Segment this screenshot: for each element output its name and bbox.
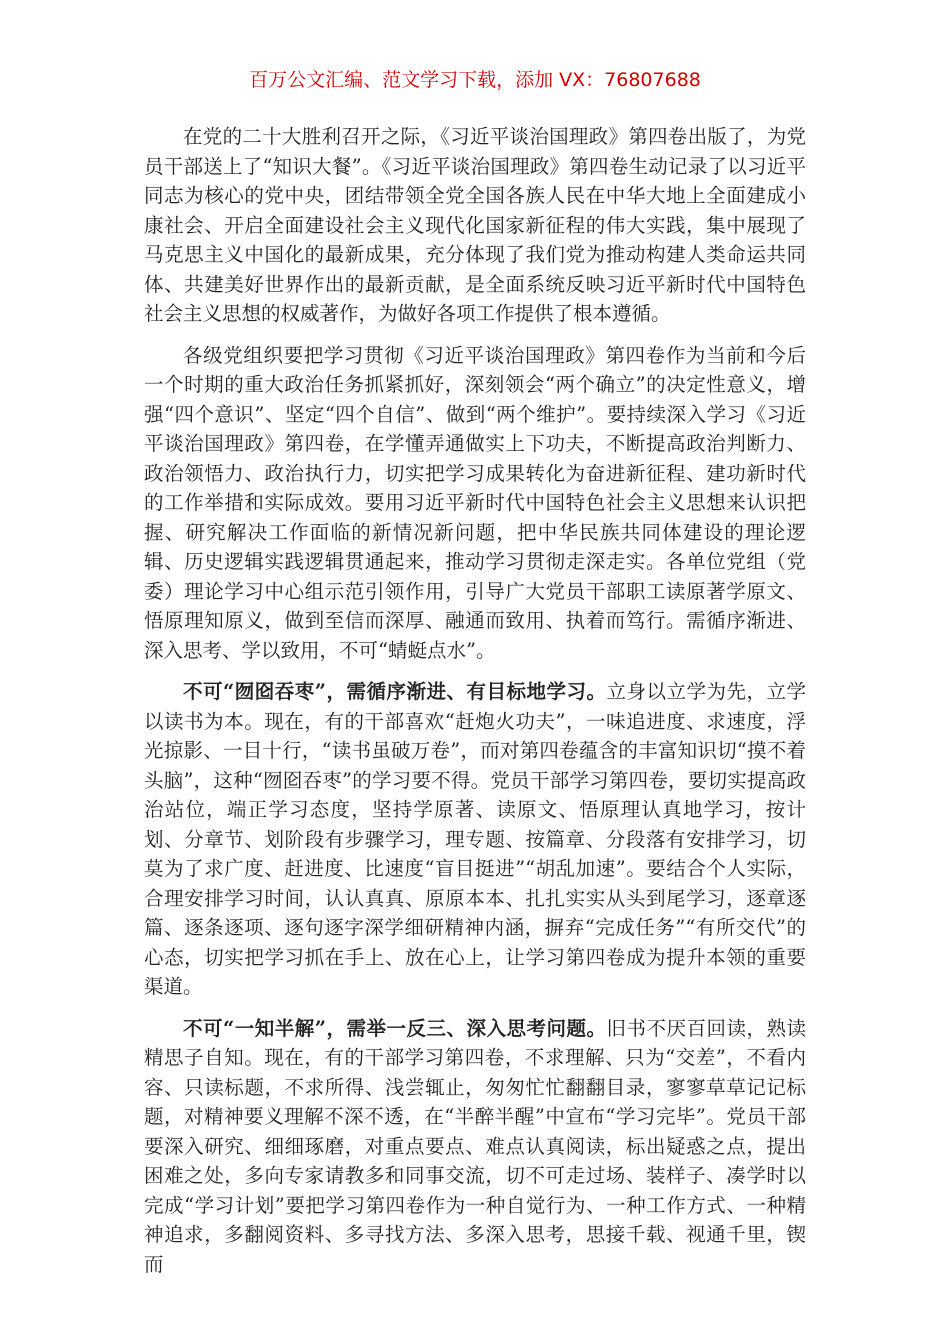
paragraph-4 [144,1014,806,1280]
paragraph-4-lead: 不可“一知半解”，需举一反三、深入思考问题。 [183,1016,607,1040]
paragraph-1 [144,122,806,329]
paragraph-3-lead: 不可“囫囵吞枣”，需循序渐进、有目标地学习。 [183,680,607,703]
paragraph-2 [144,341,806,666]
paragraph-2-text: 各级党组织要把学习贯彻《习近平谈治国理政》第四卷作为当前和今后一个时期的重大政治任务抓紧抓好，深刻领会“两个确立”的决定性意义，增强“四个意识”、坚定“四个自信”、做到“两个维护”。要持续深入学习《习近平谈治国理政》第四卷，在学懂弄通做实上下功夫，不断提高政治判断力、政治领悟力、政治执行力，切实把学习成果转化为奋进新征程、建功新时代的工作举措和实际成效。要用习近平新时代中国特色社会主义思想来认识把握、研究解决工作面临的新情况新问题，把中华民族共同体建设的理论逻辑、历史逻辑实践逻辑贯通起来，推动学习贯彻走深走实。各单位党组（党委）理论学习中心组示范引领作用，引导广大党员干部职工读原著学原文、悟原理知原义，做到至信而深厚、融通而致用、执着而笃行。需循序渐进、深入思考、学以致用，不可“蜻蜓点水”。 [144,343,806,662]
page-header-banner: 百万公文汇编、范文学习下载，添加 VX：76807688 [249,69,701,91]
paragraph-4-text: 旧书不厌百回读，熟读精思子自知。现在，有的干部学习第四卷，不求理解、只为“交差”，不看内容、只读标题，不求所得、浅尝辄止，匆匆忙忙翻翻目录，寥寥草草记记标题，对精神要义理解不深不透，在“半醉半醒”中宣布“学习完毕”。党员干部要深入研究、细细琢磨，对重点要点、难点认真阅读，标出疑惑之点，提出困难之处，多向专家请教多和同事交流，切不可走过场、装样子、凑学时以完成“学习计划”要把学习第四卷作为一种自觉行为、一种工作方式、一种精神追求，多翻阅资料、多寻找方法、多深入思考，思接千载、视通千里，锲而 [144,1016,806,1276]
paragraph-1-text: 在党的二十大胜利召开之际，《习近平谈治国理政》第四卷出版了，为党员干部送上了“知识大餐”。《习近平谈治国理政》第四卷生动记录了以习近平同志为核心的党中央，团结带领全党全国各族人民在中华大地上全面建成小康社会、开启全面建设社会主义现代化国家新征程的伟大实践，集中展现了马克思主义中国化的最新成果，充分体现了我们党为推动构建人类命运共同体、共建美好世界作出的最新贡献，是全面系统反映习近平新时代中国特色社会主义思想的权威著作，为做好各项工作提供了根本遵循。 [144,125,806,325]
paragraph-3 [144,677,806,1002]
paragraph-3-text: 立身以立学为先，立学以读书为本。现在，有的干部喜欢“赶炮火功夫”，一味追进度、求速度，浮光掠影、一目十行，“读书虽破万卷”，而对第四卷蕴含的丰富知识切“摸不着头脑”，这种“囫囵吞枣”的学习要不得。党员干部学习第四卷，要切实提高政治站位，端正学习态度，坚持学原著、读原文、悟原理认真地学习，按计划、分章节、划阶段有步骤学习，理专题、按篇章、分段落有安排学习，切莫为了求广度、赶进度、比速度“盲目挺进”“胡乱加速”。要结合个人实际，合理安排学习时间，认认真真、原原本本、扎扎实实从头到尾学习，逐章逐篇、逐条逐项、逐句逐字深学细研精神内涵，摒弃“完成任务”“有所交代”的心态，切实把学习抓在手上、放在心上，让学习第四卷成为提升本领的重要渠道。 [144,680,806,998]
article-body [144,122,806,1291]
